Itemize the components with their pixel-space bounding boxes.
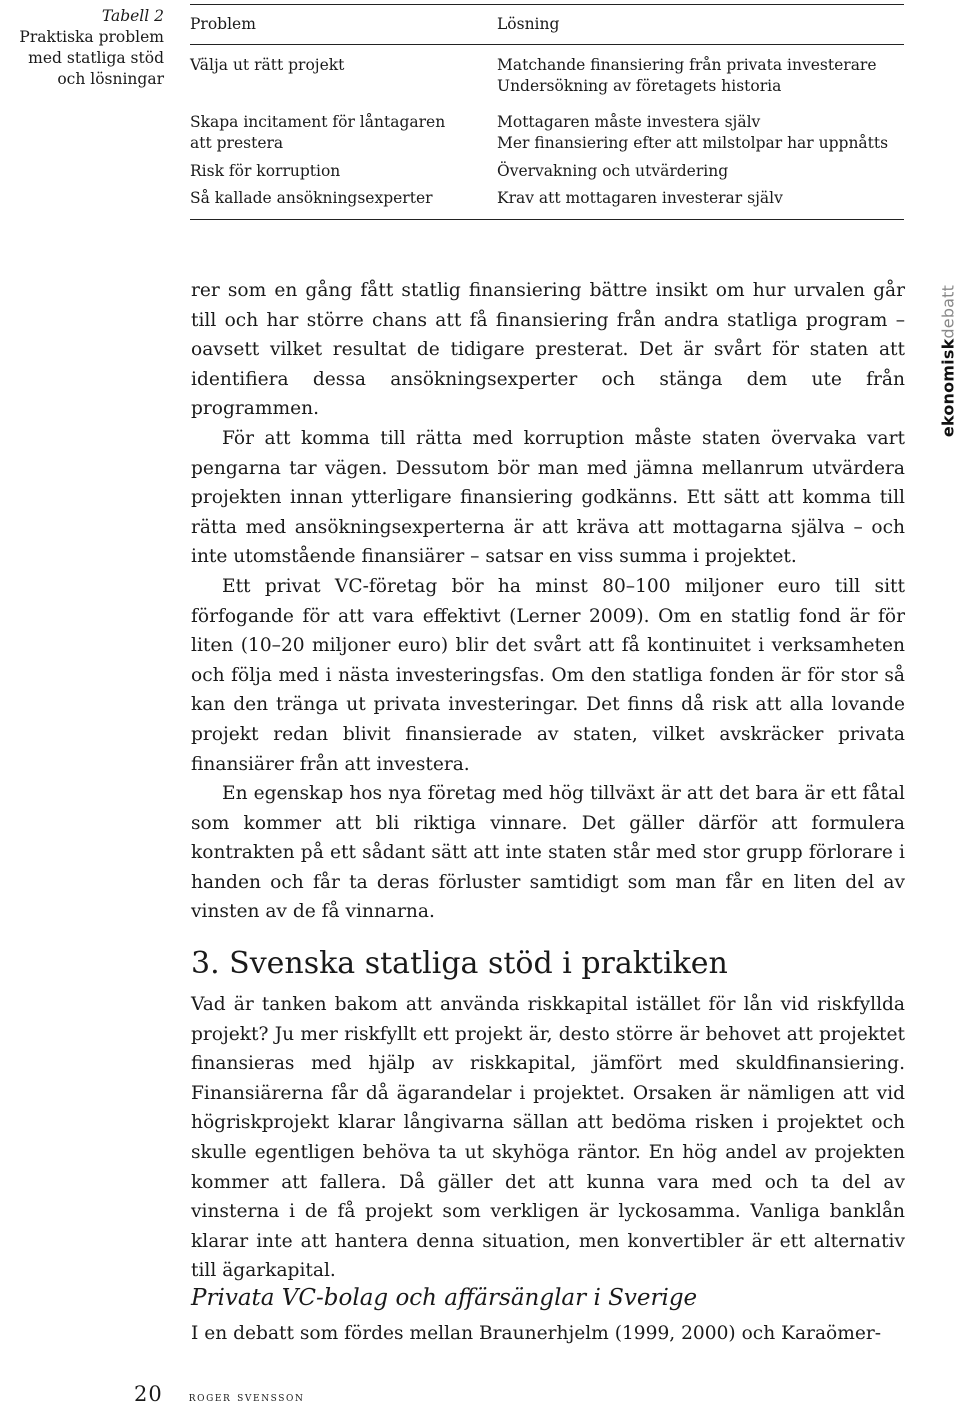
section-heading: 3. Svenska statliga stöd i praktiken [191, 946, 728, 981]
table-cell-solution: Matchande finansiering från privata investerare [497, 55, 877, 74]
body-text [191, 276, 905, 927]
table-header-row [190, 5, 904, 45]
subsection-body [191, 1319, 905, 1349]
table-row [190, 155, 904, 183]
table-header-problem: Problem [190, 15, 256, 33]
table-cell-solution: Övervakning och utvärdering [497, 161, 729, 180]
table-header-solution: Lösning [497, 15, 560, 33]
table-cell-solution: Krav att mottagaren investerar själv [497, 189, 783, 207]
table-row [190, 98, 904, 155]
table-cell-problem: Skapa incitament för låntagaren [190, 112, 446, 131]
body-paragraph: rer som en gång fått statlig finansiering bättre insikt om hur urvalen går till och har större chans att få finansiering från andra statliga program – oavsett vilket resultat de tidigare presterat. Det är svårt för staten att identifiera dessa ansökningsexperter och stänga dem ute från programmen. [191, 280, 905, 420]
table-row [190, 45, 904, 98]
page-footer [134, 1384, 305, 1408]
body-paragraph: Ett privat VC-företag bör ha minst 80–100 miljoner euro till sitt förfogande för att vara effektivt (Lerner 2009). Om en statlig fond är för liten (10–20 miljoner euro) blir det svårt att få kontinuitet i verksamheten och följa med i nästa investeringsfas. Om den statliga fonden är för stor så kan den tränga ut privata investeringar. Det finns då risk att alla lovande projekt redan blivit finansierade av staten, vilket avskräcker privata finansiärer från att investera. [191, 575, 905, 775]
section-paragraph: Vad är tanken bakom att använda riskkapital istället för lån vid riskfyllda projekt? Ju mer riskfyllt ett projekt är, desto större är behovet att projektet finansieras med hjälp av riskkapital, jämfört med skuldfinansiering. Finansiärerna får då ägarandelar i projektet. Orsaken är nämligen att vid högriskprojekt klarar långivarna sällan att bedöma risken i projektet och skulle egentligen behöva ta ut skyhöga räntor. En hög andel av projekten kommer att fallera. Då gäller det att kunna vara med och ta del av vinsterna i de få projekt som verkligen är lyckosamma. Vanliga banklån klarar inte att hantera denna situation, men konvertibler är ett alternativ till ägarkapital. [191, 994, 905, 1282]
page-number: 20 [134, 1382, 163, 1406]
table-cell-problem: Risk för korruption [190, 161, 341, 180]
journal-name-light: debatt [938, 284, 958, 339]
body-paragraph: För att komma till rätta med korruption måste staten övervaka vart pengarna tar vägen. Dessutom bör man med jämna mellanrum utvärdera projekten innan ytterligare finansiering godkänns. Ett sätt att komma till rätta med ansökningsexperterna är att kräva att mottagarna själva – och inte utomstående finansiärer – satsar en viss summa i projektet. [191, 427, 905, 568]
table-cell-problem: att prestera [190, 134, 284, 152]
table-cell-solution: Mottagaren måste investera själv [497, 112, 761, 131]
table-caption-title: Praktiska problem med statliga stöd och lösningar [19, 28, 164, 88]
subsection-heading: Privata VC-bolag och affärsänglar i Sverige [191, 1285, 698, 1311]
table-cell-problem: Så kallade ansökningsexperter [190, 189, 433, 207]
problems-solutions-table [190, 4, 904, 220]
table-caption-label: Tabell 2 [101, 7, 164, 25]
body-paragraph: En egenskap hos nya företag med hög tillväxt är att det bara är ett fåtal som kommer att bli riktiga vinnare. Det gäller därför att formulera kontrakten på ett sådant sätt att inte staten står med stor grupp förlorare i handen och får ta deras förluster samtidigt som man får en liten del av vinsten av de få vinnarna. [191, 783, 905, 923]
journal-side-label [937, 256, 959, 466]
subsection-paragraph: I en debatt som fördes mellan Braunerhjelm (1999, 2000) och Karaömer- [191, 1323, 882, 1344]
section-body [191, 990, 905, 1286]
table-cell-problem: Välja ut rätt projekt [190, 55, 345, 74]
table-cell-solution: Undersökning av företagets historia [497, 77, 782, 95]
journal-name-bold: ekonomisk [938, 338, 958, 438]
table-caption [0, 6, 164, 90]
table-cell-solution: Mer finansiering efter att milstolpar har uppnåtts [497, 134, 889, 152]
running-head: roger svensson [188, 1390, 305, 1405]
table-row [190, 182, 904, 219]
